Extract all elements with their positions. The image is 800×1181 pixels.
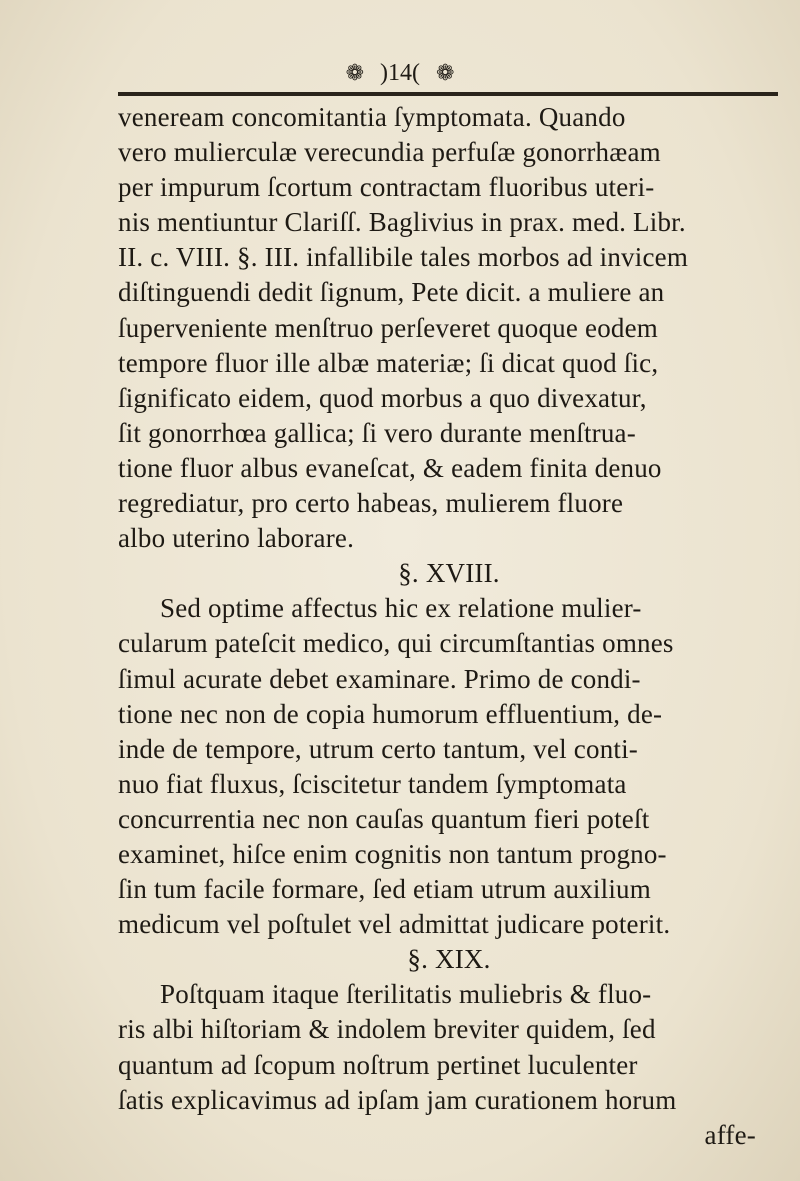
text-line: ſignificato eidem, quod morbus a quo divexatur, (118, 382, 647, 413)
text-line: tempore fluor ille albæ materiæ; ſi dicat quod ſic, (118, 347, 659, 378)
text-line: medicum vel poſtulet vel admittat judicare poterit. (118, 909, 671, 940)
text-line: examinet, hiſce enim cognitis non tantum progno- (118, 838, 667, 869)
text-body (118, 100, 780, 1153)
text-line: tione fluor albus evaneſcat, & eadem finita denuo (118, 452, 662, 483)
section-heading: §. XIX. (407, 944, 491, 975)
text-line: veneream concomitantia ſymptomata. Quando (118, 102, 626, 132)
text-line: quantum ad ſcopum noſtrum pertinet luculenter (118, 1049, 638, 1080)
text-line: inde de tempore, utrum certo tantum, vel conti- (118, 733, 638, 764)
ornament-right-icon: ❁ (435, 60, 455, 85)
section-heading: §. XVIII. (398, 558, 500, 589)
header-rule (118, 92, 778, 96)
text-line: tione nec non de copia humorum effluentium, de- (118, 698, 663, 729)
text-line: ſimul acurate debet examinare. Primo de condi- (118, 663, 641, 694)
text-line: ſuperveniente menſtruo perſeveret quoque eodem (118, 312, 658, 343)
text-line: Sed optime affectus hic ex relatione mulier- (160, 593, 642, 624)
text-line: vero mulierculæ verecundia perfuſæ gonorrhæam (118, 137, 661, 168)
text-line: diſtinguendi dedit ſignum, Pete dicit. a muliere an (118, 277, 665, 308)
text-line: ſin tum facile formare, ſed etiam utrum auxilium (118, 874, 651, 905)
catchword: affe- (704, 1119, 756, 1150)
text-line: cularum pateſcit medico, qui circumſtantias omnes (118, 628, 674, 659)
text-line: II. c. VIII. §. III. infallibile tales morbos ad invicem (118, 242, 689, 273)
page-number: )14( (380, 60, 420, 86)
text-line: nuo fiat fluxus, ſciscitetur tandem ſymptomata (118, 768, 627, 799)
text-line: ſatis explicavimus ad ipſam jam curationem horum (118, 1084, 677, 1115)
ornament-left-icon: ❁ (345, 60, 364, 85)
text-line: ris albi hiſtoriam & indolem breviter quidem, ſed (118, 1014, 656, 1045)
page-header (0, 58, 800, 88)
text-line: per impurum ſcortum contractam fluoribus uteri- (118, 172, 655, 203)
text-line: ſit gonorrhœa gallica; ſi vero durante menſtrua- (118, 417, 636, 448)
text-line: albo uterino laborare. (118, 523, 355, 554)
text-line: nis mentiuntur Clariſſ. Baglivius in prax. med. Libr. (118, 207, 686, 238)
text-line: Poſtquam itaque ſterilitatis muliebris & fluo- (160, 979, 652, 1010)
text-line: concurrentia nec non cauſas quantum fieri poteſt (118, 803, 650, 834)
text-line: regrediatur, pro certo habeas, mulierem fluore (118, 488, 624, 519)
